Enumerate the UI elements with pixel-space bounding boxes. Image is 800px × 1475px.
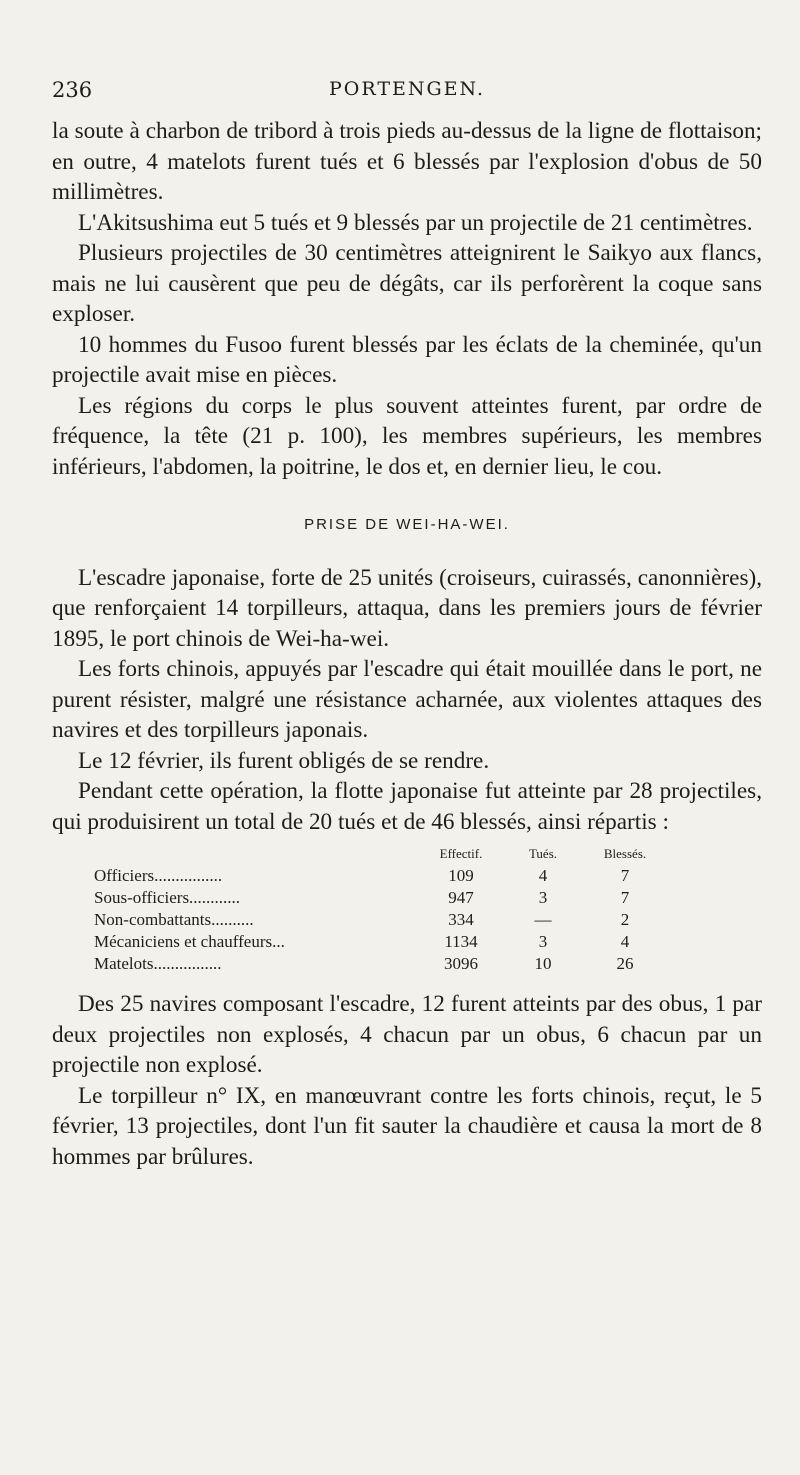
paragraph: Pendant cette opération, la flotte japonaise fut atteinte par 28 projectiles, qui produisirent un total de 20 tués et de 46 blessés, ainsi répartis :	[52, 778, 762, 835]
cell-blesses: 7	[620, 888, 630, 907]
column-header: Tués.	[528, 846, 558, 861]
row-label: Sous-officiers............	[94, 888, 241, 907]
paragraph: L'escadre japonaise, forte de 25 unités (croiseurs, cuirassés, canonnières), que renforçaient 14 torpilleurs, attaqua, dans les premiers jours de février 1895, le port chinois de Wei-ha-wei.	[52, 564, 762, 652]
paragraph: Le torpilleur n° IX, en manœuvrant contre les forts chinois, reçut, le 5 février, 13 projectiles, dont l'un fit sauter la chaudière et causa la mort de 8 hommes par brûlures.	[52, 1082, 762, 1170]
row-label: Officiers................	[94, 866, 223, 885]
paragraph: la soute à charbon de tribord à trois pieds au-dessus de la ligne de flottaison; en outre, 4 matelots furent tués et 6 blessés par l'explosion d'obus de 50 millimètres.	[52, 118, 762, 205]
casualties-table	[88, 843, 666, 975]
cell-effectif: 334	[448, 910, 474, 929]
body-text	[52, 116, 762, 1172]
table-row	[88, 953, 666, 975]
cell-effectif: 109	[448, 866, 474, 885]
table-header-row	[88, 843, 666, 865]
paragraph: Plusieurs projectiles de 30 centimètres atteignirent le Saikyo aux flancs, mais ne lui causèrent que peu de dégâts, car ils perforèrent la coque sans exploser.	[52, 240, 762, 327]
cell-tues: 3	[538, 932, 548, 951]
running-title: PORTENGEN.	[329, 78, 485, 100]
cell-effectif: 1134	[444, 932, 478, 951]
page-number: 236	[52, 78, 93, 102]
row-label: Matelots................	[94, 954, 222, 973]
paragraph: 10 hommes du Fusoo furent blessés par les éclats de la cheminée, qu'un projectile avait mise en pièces.	[52, 331, 762, 388]
table-row	[88, 909, 666, 931]
table-row	[88, 931, 666, 953]
paragraph: Des 25 navires composant l'escadre, 12 furent atteints par des obus, 1 par deux projectiles non explosés, 4 chacun par un obus, 6 chacun par un projectile non explosé.	[52, 991, 762, 1078]
cell-blesses: 4	[620, 932, 630, 951]
paragraph: L'Akitsushima eut 5 tués et 9 blessés par un projectile de 21 centimètres.	[78, 209, 753, 236]
row-label: Mécaniciens et chauffeurs...	[94, 932, 285, 951]
cell-blesses: 2	[620, 910, 630, 929]
cell-tues: 10	[534, 954, 552, 973]
paragraph: Les régions du corps le plus souvent atteintes furent, par ordre de fréquence, la tête (21 p. 100), les membres supérieurs, les membres inférieurs, l'abdomen, la poitrine, le dos et, en dernier lieu, le cou.	[52, 392, 762, 480]
table-row	[88, 887, 666, 909]
cell-tues: 3	[538, 888, 548, 907]
column-header: Effectif.	[439, 846, 483, 861]
cell-tues: 4	[538, 866, 548, 885]
paragraph: Le 12 février, ils furent obligés de se rendre.	[78, 747, 490, 774]
table-row	[88, 865, 666, 887]
cell-blesses: 26	[616, 954, 634, 973]
cell-tues: —	[534, 910, 552, 929]
cell-effectif: 947	[448, 888, 474, 907]
column-header: Blessés.	[603, 846, 647, 861]
row-label: Non-combattants..........	[94, 910, 254, 929]
cell-effectif: 3096	[444, 954, 478, 973]
page-header	[52, 78, 762, 108]
cell-blesses: 7	[620, 866, 630, 885]
section-heading: PRISE DE WEI-HA-WEI.	[304, 516, 510, 533]
paragraph: Les forts chinois, appuyés par l'escadre qui était mouillée dans le port, ne purent résister, malgré une résistance acharnée, aux violentes attaques des navires et des torpilleurs japonais.	[52, 656, 762, 743]
